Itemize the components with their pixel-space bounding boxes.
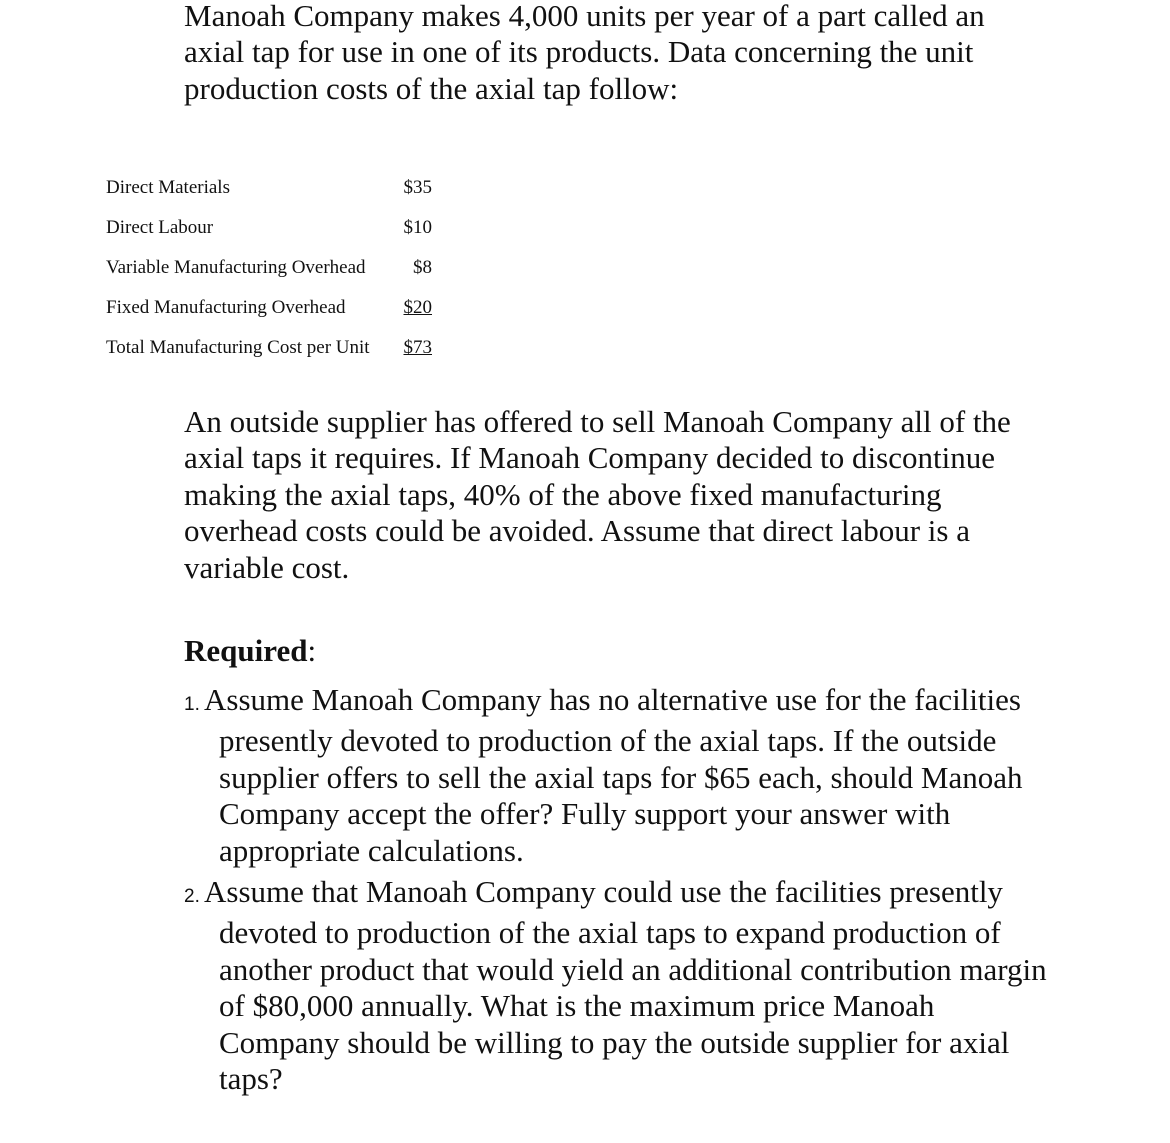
supplier-line: An outside supplier has offered to sell Manoah Company all of the [184,404,1011,439]
cost-row-direct-labour [106,208,432,248]
item-line: supplier offers to sell the axial taps for $65 each, should Manoah [219,759,1023,795]
cost-amount-cell [400,288,432,328]
cost-label: Direct Labour [106,217,214,238]
cost-amount-cell [400,328,432,368]
cost-label: Total Manufacturing Cost per Unit [106,337,370,358]
cost-amount: $8 [413,257,432,278]
intro-line: Manoah Company makes 4,000 units per year of a part called an [184,0,985,33]
required-item-1 [184,682,1023,869]
item-line: Assume that Manoah Company could use the facilities presently [204,874,1003,909]
supplier-line: making the axial taps, 40% of the above fixed manufacturing [184,476,942,512]
cost-amount: $35 [403,177,432,198]
cost-table [106,168,432,368]
cost-row-total [106,328,432,368]
item-line: taps? [219,1061,283,1097]
item-line: of $80,000 annually. What is the maximum price Manoah [219,988,935,1024]
item-line: Company should be willing to pay the outside supplier for axial [219,1024,1010,1060]
item-number: 2. [184,886,200,907]
supplier-line: variable cost. [184,549,350,585]
cost-amount-total: $73 [403,337,432,358]
required-heading-text: Required [184,633,308,668]
item-line: Company accept the offer? Fully support your answer with [219,796,951,832]
item-line: devoted to production of the axial taps to expand production of [219,915,1001,951]
item-number: 1. [184,694,200,715]
intro-line: axial tap for use in one of its products. Data concerning the unit [184,34,974,70]
cost-label: Fixed Manufacturing Overhead [106,297,346,318]
intro-paragraph [184,0,985,107]
required-heading-colon: : [307,633,317,668]
cost-row-fixed-overhead [106,288,432,328]
cost-label: Variable Manufacturing Overhead [106,257,366,278]
item-line: appropriate calculations. [219,832,524,868]
required-item-2 [184,874,1047,1097]
item-line: another product that would yield an additional contribution margin [219,951,1047,987]
required-heading [184,633,316,669]
cost-label: Direct Materials [106,177,230,198]
cost-amount: $10 [403,217,432,238]
item-line: presently devoted to production of the axial taps. If the outside [219,723,997,759]
item-line: Assume Manoah Company has no alternative use for the facilities [204,682,1021,717]
cost-row-variable-overhead [106,248,432,288]
intro-line: production costs of the axial tap follow: [184,70,679,106]
supplier-paragraph [184,404,1011,586]
cost-amount: $20 [403,297,432,318]
supplier-line: overhead costs could be avoided. Assume that direct labour is a [184,513,970,549]
cost-row-direct-materials [106,168,432,208]
supplier-line: axial taps it requires. If Manoah Company decided to discontinue [184,440,995,476]
